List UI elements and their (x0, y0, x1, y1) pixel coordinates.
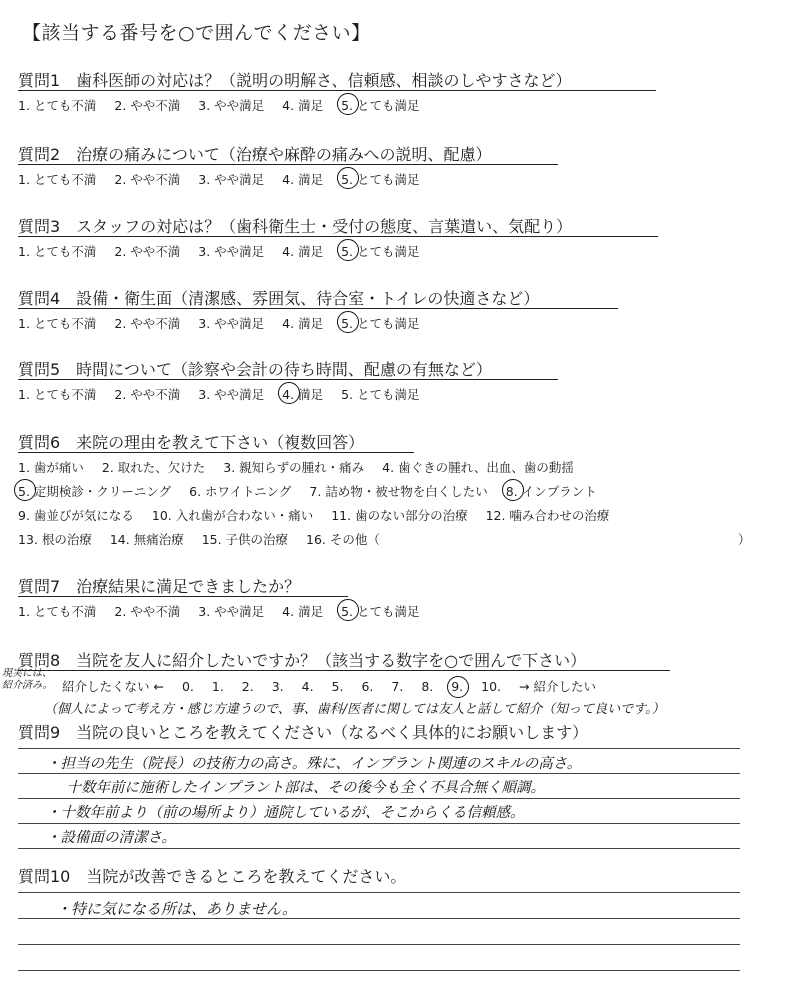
q9-answer-line-3: ・十数年前より（前の場所より）通院しているが、そこからくる信頼感。 (46, 805, 525, 821)
q6-option-4[interactable]: 4. 歯ぐきの腫れ、出血、歯の動揺 (382, 460, 574, 475)
question-2-underline (18, 164, 558, 165)
q9-answer-line-1: ・担当の先生（院長）の技術力の高さ。殊に、インプラント関連のスキルの高さ。 (46, 756, 582, 772)
q7-option-4[interactable]: 4. 満足 (282, 604, 324, 619)
q9-rule-2 (18, 773, 740, 774)
q6-option-10[interactable]: 10. 入れ歯が合わない・痛い (151, 508, 314, 523)
q6-other-close-paren: ） (738, 532, 751, 547)
q6-option-13[interactable]: 13. 根の治療 (18, 532, 92, 547)
q2-option-3[interactable]: 3. やや満足 (198, 172, 265, 187)
q1-option-5[interactable]: 5. とても満足 (341, 98, 420, 113)
q7-option-2[interactable]: 2. やや不満 (114, 604, 181, 619)
q1-option-4[interactable]: 4. 満足 (282, 98, 324, 113)
q3-option-1[interactable]: 1. とても不満 (18, 244, 97, 259)
q5-option-4[interactable]: 4. 満足 (282, 387, 324, 402)
q9-rule-3 (18, 798, 740, 799)
q8-right-label: → 紹介したい (519, 679, 596, 694)
question-7-underline (18, 596, 348, 597)
q3-option-3[interactable]: 3. やや満足 (198, 244, 265, 259)
q2-option-4[interactable]: 4. 満足 (282, 172, 324, 187)
question-8-title: 質問8 当院を友人に紹介したいですか？（該当する数字を○で囲んで下さい） (18, 651, 587, 670)
q2-option-5[interactable]: 5. とても満足 (341, 172, 420, 187)
q7-option-1[interactable]: 1. とても不満 (18, 604, 97, 619)
question-6-row-2 (18, 482, 611, 500)
q6-option-5[interactable]: 5. 定期検診・クリーニング (18, 484, 172, 499)
q8-score-9[interactable]: 9. (451, 679, 464, 694)
question-1-title: 質問1 歯科医師の対応は？（説明の明解さ、信頼感、相談のしやすさなど） (18, 71, 572, 90)
q10-rule-1 (18, 892, 740, 893)
q8-score-7[interactable]: 7. (391, 679, 404, 694)
q8-score-5[interactable]: 5. (331, 679, 344, 694)
q6-option-3[interactable]: 3. 親知らずの腫れ・痛み (223, 460, 365, 475)
q8-handwritten-margin-note: 現実には、紹介済み。 (2, 668, 53, 691)
q1-option-1[interactable]: 1. とても不満 (18, 98, 97, 113)
q4-option-1[interactable]: 1. とても不満 (18, 316, 97, 331)
question-7-options (18, 602, 433, 620)
q6-option-16[interactable]: 16. その他（ (306, 532, 380, 547)
question-4-underline (18, 308, 618, 309)
question-8-underline (18, 670, 670, 671)
question-3-underline (18, 236, 658, 237)
q5-option-3[interactable]: 3. やや満足 (198, 387, 265, 402)
question-1-underline (18, 90, 656, 91)
question-5-options (18, 385, 433, 403)
q6-option-14[interactable]: 14. 無痛治療 (109, 532, 184, 547)
q3-option-4[interactable]: 4. 満足 (282, 244, 324, 259)
question-2-options (18, 170, 433, 188)
question-9-title: 質問9 当院の良いところを教えてください（なるべく具体的にお願いします） (18, 723, 589, 742)
q8-score-10[interactable]: 10. (481, 679, 502, 694)
q4-option-3[interactable]: 3. やや満足 (198, 316, 265, 331)
q8-score-8[interactable]: 8. (421, 679, 434, 694)
question-5-title: 質問5 時間について（診察や会計の待ち時間、配慮の有無など） (18, 360, 492, 379)
q5-option-1[interactable]: 1. とても不満 (18, 387, 97, 402)
question-4-options (18, 314, 433, 332)
question-6-title: 質問6 来院の理由を教えて下さい（複数回答） (18, 433, 365, 452)
form-header: 【該当する番号を○で囲んでください】 (22, 22, 371, 44)
question-6-row-1 (18, 458, 588, 476)
q6-option-15[interactable]: 15. 子供の治療 (201, 532, 289, 547)
q1-option-2[interactable]: 2. やや不満 (114, 98, 181, 113)
q6-option-6[interactable]: 6. ホワイトニング (189, 484, 292, 499)
q6-option-9[interactable]: 9. 歯並びが気になる (18, 508, 134, 523)
q4-option-5[interactable]: 5. とても満足 (341, 316, 420, 331)
question-7-title: 質問7 治療結果に満足できましたか？ (18, 577, 301, 596)
q1-option-3[interactable]: 3. やや満足 (198, 98, 265, 113)
question-3-options (18, 242, 433, 260)
q8-left-label: 紹介したくない ← (62, 679, 164, 694)
q8-score-2[interactable]: 2. (241, 679, 254, 694)
q6-option-7[interactable]: 7. 詰め物・被せ物を白くしたい (309, 484, 488, 499)
question-3-title: 質問3 スタッフの対応は？（歯科衛生士・受付の態度、言葉遣い、気配り） (18, 217, 573, 236)
q3-option-5[interactable]: 5. とても満足 (341, 244, 420, 259)
q2-option-1[interactable]: 1. とても不満 (18, 172, 97, 187)
q6-option-2[interactable]: 2. 取れた、欠けた (101, 460, 206, 475)
q7-option-3[interactable]: 3. やや満足 (198, 604, 265, 619)
q8-score-6[interactable]: 6. (361, 679, 374, 694)
q7-option-5[interactable]: 5. とても満足 (341, 604, 420, 619)
question-10-title: 質問10 当院が改善できるところを教えてください。 (18, 867, 407, 886)
q9-answer-line-4: ・設備面の清潔さ。 (46, 830, 176, 846)
question-6-row-3 (18, 506, 623, 524)
q8-score-0[interactable]: 0. (181, 679, 194, 694)
q2-option-2[interactable]: 2. やや不満 (114, 172, 181, 187)
question-8-scale (62, 677, 610, 695)
question-6-row-4 (18, 530, 758, 548)
question-4-title: 質問4 設備・衛生面（清潔感、雰囲気、待合室・トイレの快適さなど） (18, 289, 540, 308)
q9-rule-1 (18, 748, 740, 749)
q9-answer-line-2: 十数年前に施術したインプラント部は、その後今も全く不具合無く順調。 (52, 780, 545, 796)
q3-option-2[interactable]: 2. やや不満 (114, 244, 181, 259)
q10-rule-4 (18, 970, 740, 971)
q4-option-2[interactable]: 2. やや不満 (114, 316, 181, 331)
question-5-underline (18, 379, 558, 380)
question-6-underline (18, 452, 414, 453)
question-1-options (18, 96, 433, 114)
q8-handwritten-note: （個人によって考え方・感じ方違うので、事、歯科/医者に関しては友人と話して紹介（知って良いです。） (44, 702, 665, 717)
q6-option-8[interactable]: 8. インプラント (505, 484, 597, 499)
q6-option-1[interactable]: 1. 歯が痛い (18, 460, 84, 475)
q8-score-1[interactable]: 1. (211, 679, 224, 694)
q9-rule-5 (18, 848, 740, 849)
q5-option-2[interactable]: 2. やや不満 (114, 387, 181, 402)
q5-option-5[interactable]: 5. とても満足 (341, 387, 420, 402)
q8-score-4[interactable]: 4. (301, 679, 314, 694)
q10-answer-line-1: ・特に気になる所は、ありません。 (56, 900, 297, 918)
q10-rule-3 (18, 944, 740, 945)
q8-score-3[interactable]: 3. (271, 679, 284, 694)
q9-rule-4 (18, 823, 740, 824)
question-2-title: 質問2 治療の痛みについて（治療や麻酔の痛みへの説明、配慮） (18, 145, 492, 164)
q4-option-4[interactable]: 4. 満足 (282, 316, 324, 331)
q6-option-11[interactable]: 11. 歯のない部分の治療 (331, 508, 468, 523)
q6-option-12[interactable]: 12. 噛み合わせの治療 (485, 508, 610, 523)
